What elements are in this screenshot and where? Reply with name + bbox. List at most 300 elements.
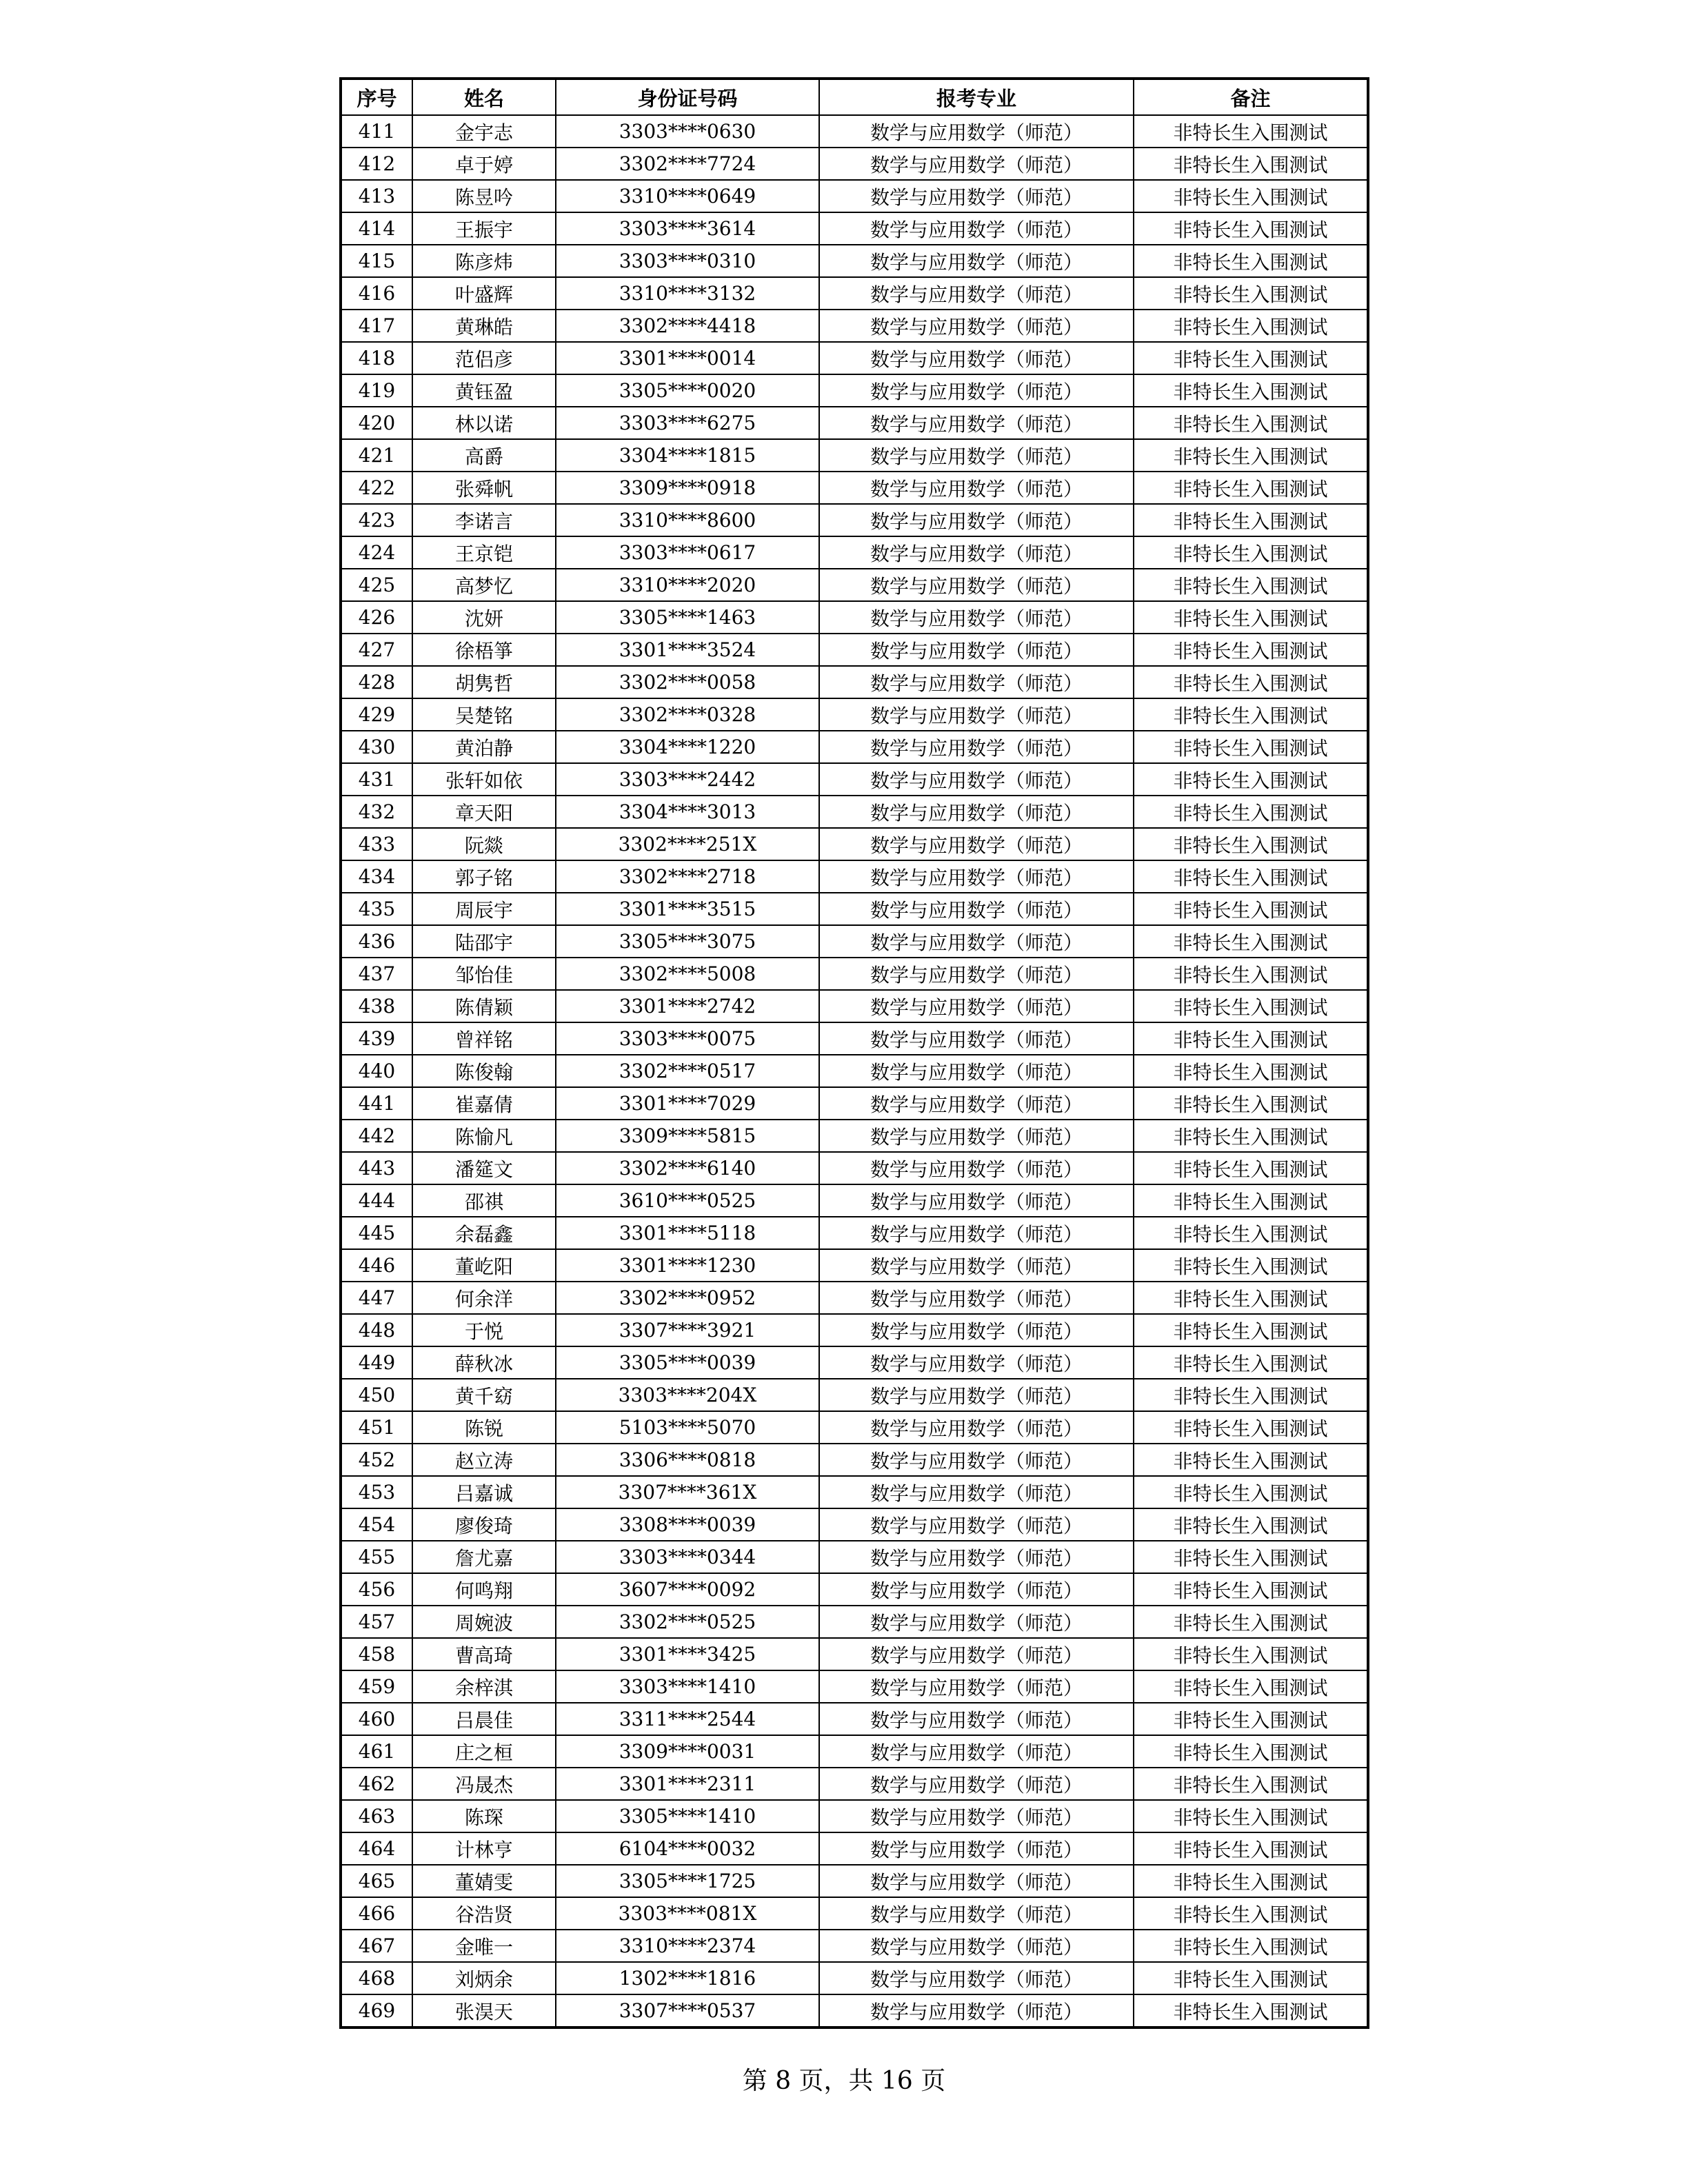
cell-id-number: 3301****1230 — [556, 1249, 819, 1282]
cell-id-number: 3303****0075 — [556, 1022, 819, 1055]
cell-name: 张舜帆 — [412, 472, 556, 504]
cell-remark: 非特长生入围测试 — [1134, 1606, 1368, 1638]
cell-major: 数学与应用数学（师范） — [819, 1800, 1134, 1832]
cell-remark: 非特长生入围测试 — [1134, 1087, 1368, 1120]
cell-serial: 426 — [341, 601, 412, 634]
cell-id-number: 3301****2742 — [556, 990, 819, 1022]
cell-serial: 419 — [341, 374, 412, 407]
cell-serial: 428 — [341, 666, 412, 698]
cell-major: 数学与应用数学（师范） — [819, 148, 1134, 180]
cell-remark: 非特长生入围测试 — [1134, 1735, 1368, 1768]
cell-major: 数学与应用数学（师范） — [819, 212, 1134, 245]
cell-remark: 非特长生入围测试 — [1134, 763, 1368, 796]
cell-serial: 461 — [341, 1735, 412, 1768]
cell-remark: 非特长生入围测试 — [1134, 1282, 1368, 1314]
cell-remark: 非特长生入围测试 — [1134, 1055, 1368, 1087]
table-row — [341, 796, 1368, 828]
cell-name: 王振宇 — [412, 212, 556, 245]
table-row — [341, 1994, 1368, 2028]
cell-name: 冯晟杰 — [412, 1768, 556, 1800]
table-row — [341, 1638, 1368, 1670]
table-row — [341, 1865, 1368, 1897]
cell-name: 王京铠 — [412, 536, 556, 569]
header-major: 报考专业 — [819, 79, 1134, 115]
table-row — [341, 407, 1368, 439]
cell-id-number: 3303****1410 — [556, 1670, 819, 1703]
cell-major: 数学与应用数学（师范） — [819, 245, 1134, 277]
cell-remark: 非特长生入围测试 — [1134, 407, 1368, 439]
cell-serial: 443 — [341, 1152, 412, 1184]
table-row — [341, 1800, 1368, 1832]
cell-remark: 非特长生入围测试 — [1134, 1120, 1368, 1152]
cell-major: 数学与应用数学（师范） — [819, 1508, 1134, 1541]
cell-serial: 453 — [341, 1476, 412, 1508]
cell-name: 范侣彦 — [412, 342, 556, 374]
cell-major: 数学与应用数学（师范） — [819, 1865, 1134, 1897]
table-row — [341, 731, 1368, 763]
cell-major: 数学与应用数学（师范） — [819, 1703, 1134, 1735]
table-row — [341, 1476, 1368, 1508]
cell-id-number: 3302****0058 — [556, 666, 819, 698]
cell-id-number: 3305****0039 — [556, 1346, 819, 1379]
cell-id-number: 3301****3425 — [556, 1638, 819, 1670]
cell-name: 何余洋 — [412, 1282, 556, 1314]
cell-serial: 464 — [341, 1832, 412, 1865]
cell-serial: 417 — [341, 310, 412, 342]
cell-major: 数学与应用数学（师范） — [819, 990, 1134, 1022]
cell-name: 余梓淇 — [412, 1670, 556, 1703]
cell-id-number: 3302****5008 — [556, 958, 819, 990]
cell-name: 邹怡佳 — [412, 958, 556, 990]
table-row — [341, 1217, 1368, 1249]
cell-major: 数学与应用数学（师范） — [819, 472, 1134, 504]
cell-name: 林以诺 — [412, 407, 556, 439]
table-row — [341, 1444, 1368, 1476]
cell-id-number: 3307****3921 — [556, 1314, 819, 1346]
cell-id-number: 3303****0617 — [556, 536, 819, 569]
table-row — [341, 1670, 1368, 1703]
cell-major: 数学与应用数学（师范） — [819, 828, 1134, 860]
cell-serial: 456 — [341, 1573, 412, 1606]
cell-remark: 非特长生入围测试 — [1134, 860, 1368, 893]
cell-id-number: 6104****0032 — [556, 1832, 819, 1865]
table-header — [341, 79, 1368, 115]
table-row — [341, 1152, 1368, 1184]
cell-serial: 441 — [341, 1087, 412, 1120]
cell-serial: 424 — [341, 536, 412, 569]
cell-remark: 非特长生入围测试 — [1134, 472, 1368, 504]
cell-name: 谷浩贤 — [412, 1897, 556, 1930]
cell-remark: 非特长生入围测试 — [1134, 1249, 1368, 1282]
cell-serial: 433 — [341, 828, 412, 860]
cell-name: 赵立涛 — [412, 1444, 556, 1476]
cell-id-number: 5103****5070 — [556, 1411, 819, 1444]
cell-remark: 非特长生入围测试 — [1134, 1573, 1368, 1606]
cell-serial: 414 — [341, 212, 412, 245]
cell-major: 数学与应用数学（师范） — [819, 763, 1134, 796]
cell-id-number: 3310****3132 — [556, 277, 819, 310]
table-row — [341, 958, 1368, 990]
cell-major: 数学与应用数学（师范） — [819, 1735, 1134, 1768]
cell-serial: 452 — [341, 1444, 412, 1476]
cell-major: 数学与应用数学（师范） — [819, 1184, 1134, 1217]
cell-serial: 432 — [341, 796, 412, 828]
cell-id-number: 3607****0092 — [556, 1573, 819, 1606]
table-row — [341, 569, 1368, 601]
cell-major: 数学与应用数学（师范） — [819, 1314, 1134, 1346]
cell-remark: 非特长生入围测试 — [1134, 698, 1368, 731]
cell-name: 于悦 — [412, 1314, 556, 1346]
cell-serial: 425 — [341, 569, 412, 601]
table-row — [341, 1573, 1368, 1606]
cell-remark: 非特长生入围测试 — [1134, 1670, 1368, 1703]
cell-major: 数学与应用数学（师范） — [819, 1444, 1134, 1476]
cell-id-number: 3303****2442 — [556, 763, 819, 796]
cell-remark: 非特长生入围测试 — [1134, 1379, 1368, 1411]
cell-name: 周婉波 — [412, 1606, 556, 1638]
table-row — [341, 310, 1368, 342]
table-row — [341, 763, 1368, 796]
table-row — [341, 1962, 1368, 1994]
cell-serial: 411 — [341, 115, 412, 148]
page-number: 第 8 页，共 16 页 — [742, 2067, 946, 2095]
table-row — [341, 698, 1368, 731]
cell-id-number: 3302****0525 — [556, 1606, 819, 1638]
cell-major: 数学与应用数学（师范） — [819, 277, 1134, 310]
cell-id-number: 3302****0328 — [556, 698, 819, 731]
cell-remark: 非特长生入围测试 — [1134, 1346, 1368, 1379]
cell-name: 陈琛 — [412, 1800, 556, 1832]
cell-major: 数学与应用数学（师范） — [819, 1120, 1134, 1152]
cell-major: 数学与应用数学（师范） — [819, 1282, 1134, 1314]
table-row — [341, 277, 1368, 310]
table-row — [341, 1120, 1368, 1152]
candidate-table — [339, 77, 1369, 2029]
table-row — [341, 1735, 1368, 1768]
cell-serial: 462 — [341, 1768, 412, 1800]
table-row — [341, 893, 1368, 925]
cell-name: 郭子铭 — [412, 860, 556, 893]
cell-serial: 445 — [341, 1217, 412, 1249]
table-row — [341, 1768, 1368, 1800]
cell-id-number: 3302****251X — [556, 828, 819, 860]
cell-major: 数学与应用数学（师范） — [819, 796, 1134, 828]
cell-major: 数学与应用数学（师范） — [819, 1638, 1134, 1670]
cell-name: 余磊鑫 — [412, 1217, 556, 1249]
cell-major: 数学与应用数学（师范） — [819, 1055, 1134, 1087]
cell-serial: 466 — [341, 1897, 412, 1930]
cell-remark: 非特长生入围测试 — [1134, 1800, 1368, 1832]
cell-name: 黄钰盈 — [412, 374, 556, 407]
cell-name: 廖俊琦 — [412, 1508, 556, 1541]
cell-name: 周辰宇 — [412, 893, 556, 925]
cell-name: 黄泊静 — [412, 731, 556, 763]
cell-major: 数学与应用数学（师范） — [819, 180, 1134, 212]
cell-id-number: 3303****6275 — [556, 407, 819, 439]
cell-serial: 459 — [341, 1670, 412, 1703]
table-row — [341, 1249, 1368, 1282]
cell-remark: 非特长生入围测试 — [1134, 569, 1368, 601]
cell-name: 胡隽哲 — [412, 666, 556, 698]
table-row — [341, 1346, 1368, 1379]
cell-major: 数学与应用数学（师范） — [819, 1962, 1134, 1994]
cell-serial: 455 — [341, 1541, 412, 1573]
cell-name: 陈愉凡 — [412, 1120, 556, 1152]
table-row — [341, 1541, 1368, 1573]
cell-id-number: 3301****3524 — [556, 634, 819, 666]
cell-serial: 429 — [341, 698, 412, 731]
cell-name: 章天阳 — [412, 796, 556, 828]
cell-major: 数学与应用数学（师范） — [819, 634, 1134, 666]
table-row — [341, 1897, 1368, 1930]
table-row — [341, 374, 1368, 407]
cell-id-number: 3302****0517 — [556, 1055, 819, 1087]
cell-major: 数学与应用数学（师范） — [819, 731, 1134, 763]
cell-serial: 457 — [341, 1606, 412, 1638]
cell-remark: 非特长生入围测试 — [1134, 925, 1368, 958]
cell-name: 高爵 — [412, 439, 556, 472]
cell-remark: 非特长生入围测试 — [1134, 277, 1368, 310]
cell-major: 数学与应用数学（师范） — [819, 1930, 1134, 1962]
cell-major: 数学与应用数学（师范） — [819, 1379, 1134, 1411]
cell-name: 卓于婷 — [412, 148, 556, 180]
cell-id-number: 3302****2718 — [556, 860, 819, 893]
cell-id-number: 3301****3515 — [556, 893, 819, 925]
header-name: 姓名 — [412, 79, 556, 115]
cell-id-number: 3303****204X — [556, 1379, 819, 1411]
cell-id-number: 3310****2374 — [556, 1930, 819, 1962]
cell-id-number: 3303****0630 — [556, 115, 819, 148]
table-body — [341, 115, 1368, 2028]
table-row — [341, 504, 1368, 536]
cell-remark: 非特长生入围测试 — [1134, 1022, 1368, 1055]
cell-remark: 非特长生入围测试 — [1134, 1703, 1368, 1735]
cell-id-number: 3310****0649 — [556, 180, 819, 212]
cell-major: 数学与应用数学（师范） — [819, 958, 1134, 990]
cell-major: 数学与应用数学（师范） — [819, 115, 1134, 148]
cell-id-number: 3302****0952 — [556, 1282, 819, 1314]
cell-id-number: 3304****1220 — [556, 731, 819, 763]
cell-major: 数学与应用数学（师范） — [819, 1573, 1134, 1606]
table-row — [341, 536, 1368, 569]
cell-name: 吕晨佳 — [412, 1703, 556, 1735]
cell-name: 陈俊翰 — [412, 1055, 556, 1087]
table-row — [341, 1703, 1368, 1735]
table-row — [341, 1930, 1368, 1962]
cell-major: 数学与应用数学（师范） — [819, 536, 1134, 569]
cell-id-number: 3303****0344 — [556, 1541, 819, 1573]
cell-id-number: 3303****0310 — [556, 245, 819, 277]
cell-serial: 439 — [341, 1022, 412, 1055]
cell-id-number: 1302****1816 — [556, 1962, 819, 1994]
table-row — [341, 1832, 1368, 1865]
cell-major: 数学与应用数学（师范） — [819, 1768, 1134, 1800]
cell-major: 数学与应用数学（师范） — [819, 1022, 1134, 1055]
cell-serial: 440 — [341, 1055, 412, 1087]
cell-id-number: 3304****1815 — [556, 439, 819, 472]
table-row — [341, 1411, 1368, 1444]
cell-name: 薛秋冰 — [412, 1346, 556, 1379]
table-row — [341, 1606, 1368, 1638]
cell-remark: 非特长生入围测试 — [1134, 958, 1368, 990]
table-row — [341, 148, 1368, 180]
cell-major: 数学与应用数学（师范） — [819, 1249, 1134, 1282]
table-row — [341, 666, 1368, 698]
table-row — [341, 828, 1368, 860]
cell-name: 高梦忆 — [412, 569, 556, 601]
cell-serial: 450 — [341, 1379, 412, 1411]
cell-major: 数学与应用数学（师范） — [819, 1606, 1134, 1638]
cell-remark: 非特长生入围测试 — [1134, 1508, 1368, 1541]
cell-name: 李诺言 — [412, 504, 556, 536]
table-row — [341, 1055, 1368, 1087]
cell-id-number: 3302****7724 — [556, 148, 819, 180]
cell-remark: 非特长生入围测试 — [1134, 1994, 1368, 2028]
header-remark: 备注 — [1134, 79, 1368, 115]
cell-id-number: 3311****2544 — [556, 1703, 819, 1735]
cell-remark: 非特长生入围测试 — [1134, 1314, 1368, 1346]
cell-name: 吕嘉诚 — [412, 1476, 556, 1508]
cell-id-number: 3307****0537 — [556, 1994, 819, 2028]
cell-major: 数学与应用数学（师范） — [819, 1832, 1134, 1865]
cell-id-number: 3305****1463 — [556, 601, 819, 634]
cell-id-number: 3301****5118 — [556, 1217, 819, 1249]
header-row — [341, 79, 1368, 115]
cell-remark: 非特长生入围测试 — [1134, 1476, 1368, 1508]
cell-id-number: 3301****7029 — [556, 1087, 819, 1120]
cell-major: 数学与应用数学（师范） — [819, 569, 1134, 601]
cell-remark: 非特长生入围测试 — [1134, 1865, 1368, 1897]
table-row — [341, 115, 1368, 148]
cell-major: 数学与应用数学（师范） — [819, 1152, 1134, 1184]
table-row — [341, 601, 1368, 634]
cell-name: 徐梧箏 — [412, 634, 556, 666]
cell-major: 数学与应用数学（师范） — [819, 439, 1134, 472]
cell-remark: 非特长生入围测试 — [1134, 666, 1368, 698]
cell-serial: 442 — [341, 1120, 412, 1152]
cell-serial: 469 — [341, 1994, 412, 2028]
cell-remark: 非特长生入围测试 — [1134, 1962, 1368, 1994]
cell-id-number: 3303****3614 — [556, 212, 819, 245]
table-row — [341, 990, 1368, 1022]
cell-major: 数学与应用数学（师范） — [819, 601, 1134, 634]
cell-major: 数学与应用数学（师范） — [819, 860, 1134, 893]
cell-serial: 465 — [341, 1865, 412, 1897]
cell-remark: 非特长生入围测试 — [1134, 601, 1368, 634]
cell-serial: 435 — [341, 893, 412, 925]
cell-major: 数学与应用数学（师范） — [819, 666, 1134, 698]
cell-name: 陈彦炜 — [412, 245, 556, 277]
header-serial: 序号 — [341, 79, 412, 115]
cell-serial: 446 — [341, 1249, 412, 1282]
cell-remark: 非特长生入围测试 — [1134, 504, 1368, 536]
cell-id-number: 3305****1410 — [556, 1800, 819, 1832]
cell-major: 数学与应用数学（师范） — [819, 1411, 1134, 1444]
cell-remark: 非特长生入围测试 — [1134, 1541, 1368, 1573]
cell-name: 庄之桓 — [412, 1735, 556, 1768]
table-row — [341, 1022, 1368, 1055]
cell-name: 黄千窈 — [412, 1379, 556, 1411]
cell-major: 数学与应用数学（师范） — [819, 1897, 1134, 1930]
cell-major: 数学与应用数学（师范） — [819, 310, 1134, 342]
cell-remark: 非特长生入围测试 — [1134, 1444, 1368, 1476]
cell-serial: 444 — [341, 1184, 412, 1217]
cell-id-number: 3305****1725 — [556, 1865, 819, 1897]
table-row — [341, 342, 1368, 374]
cell-serial: 427 — [341, 634, 412, 666]
cell-serial: 437 — [341, 958, 412, 990]
cell-remark: 非特长生入围测试 — [1134, 1832, 1368, 1865]
cell-remark: 非特长生入围测试 — [1134, 439, 1368, 472]
table-row — [341, 212, 1368, 245]
cell-id-number: 3305****0020 — [556, 374, 819, 407]
cell-remark: 非特长生入围测试 — [1134, 1217, 1368, 1249]
cell-name: 詹尤嘉 — [412, 1541, 556, 1573]
table-row — [341, 180, 1368, 212]
cell-serial: 421 — [341, 439, 412, 472]
cell-name: 黄琳皓 — [412, 310, 556, 342]
table-row — [341, 472, 1368, 504]
cell-major: 数学与应用数学（师范） — [819, 1217, 1134, 1249]
cell-id-number: 3306****0818 — [556, 1444, 819, 1476]
cell-major: 数学与应用数学（师范） — [819, 1087, 1134, 1120]
cell-remark: 非特长生入围测试 — [1134, 893, 1368, 925]
cell-serial: 412 — [341, 148, 412, 180]
cell-name: 潘筵文 — [412, 1152, 556, 1184]
cell-name: 刘炳余 — [412, 1962, 556, 1994]
cell-name: 董婧雯 — [412, 1865, 556, 1897]
cell-name: 何鸣翔 — [412, 1573, 556, 1606]
cell-name: 陈昱吟 — [412, 180, 556, 212]
cell-major: 数学与应用数学（师范） — [819, 342, 1134, 374]
table-row — [341, 439, 1368, 472]
cell-serial: 413 — [341, 180, 412, 212]
cell-id-number: 3310****2020 — [556, 569, 819, 601]
cell-serial: 454 — [341, 1508, 412, 1541]
cell-serial: 436 — [341, 925, 412, 958]
cell-id-number: 3310****8600 — [556, 504, 819, 536]
cell-serial: 423 — [341, 504, 412, 536]
cell-name: 金唯一 — [412, 1930, 556, 1962]
cell-id-number: 3610****0525 — [556, 1184, 819, 1217]
cell-remark: 非特长生入围测试 — [1134, 634, 1368, 666]
cell-major: 数学与应用数学（师范） — [819, 1994, 1134, 2028]
cell-name: 邵祺 — [412, 1184, 556, 1217]
header-id-number: 身份证号码 — [556, 79, 819, 115]
cell-remark: 非特长生入围测试 — [1134, 796, 1368, 828]
cell-remark: 非特长生入围测试 — [1134, 1638, 1368, 1670]
cell-name: 张轩如依 — [412, 763, 556, 796]
table-row — [341, 1508, 1368, 1541]
table-row — [341, 634, 1368, 666]
cell-remark: 非特长生入围测试 — [1134, 1152, 1368, 1184]
table-row — [341, 245, 1368, 277]
table-row — [341, 1184, 1368, 1217]
cell-serial: 438 — [341, 990, 412, 1022]
cell-remark: 非特长生入围测试 — [1134, 374, 1368, 407]
cell-remark: 非特长生入围测试 — [1134, 148, 1368, 180]
cell-serial: 447 — [341, 1282, 412, 1314]
cell-major: 数学与应用数学（师范） — [819, 374, 1134, 407]
cell-id-number: 3308****0039 — [556, 1508, 819, 1541]
cell-id-number: 3303****081X — [556, 1897, 819, 1930]
cell-name: 崔嘉倩 — [412, 1087, 556, 1120]
cell-major: 数学与应用数学（师范） — [819, 407, 1134, 439]
cell-name: 曾祥铭 — [412, 1022, 556, 1055]
cell-id-number: 3302****6140 — [556, 1152, 819, 1184]
cell-name: 计林亨 — [412, 1832, 556, 1865]
cell-major: 数学与应用数学（师范） — [819, 1670, 1134, 1703]
